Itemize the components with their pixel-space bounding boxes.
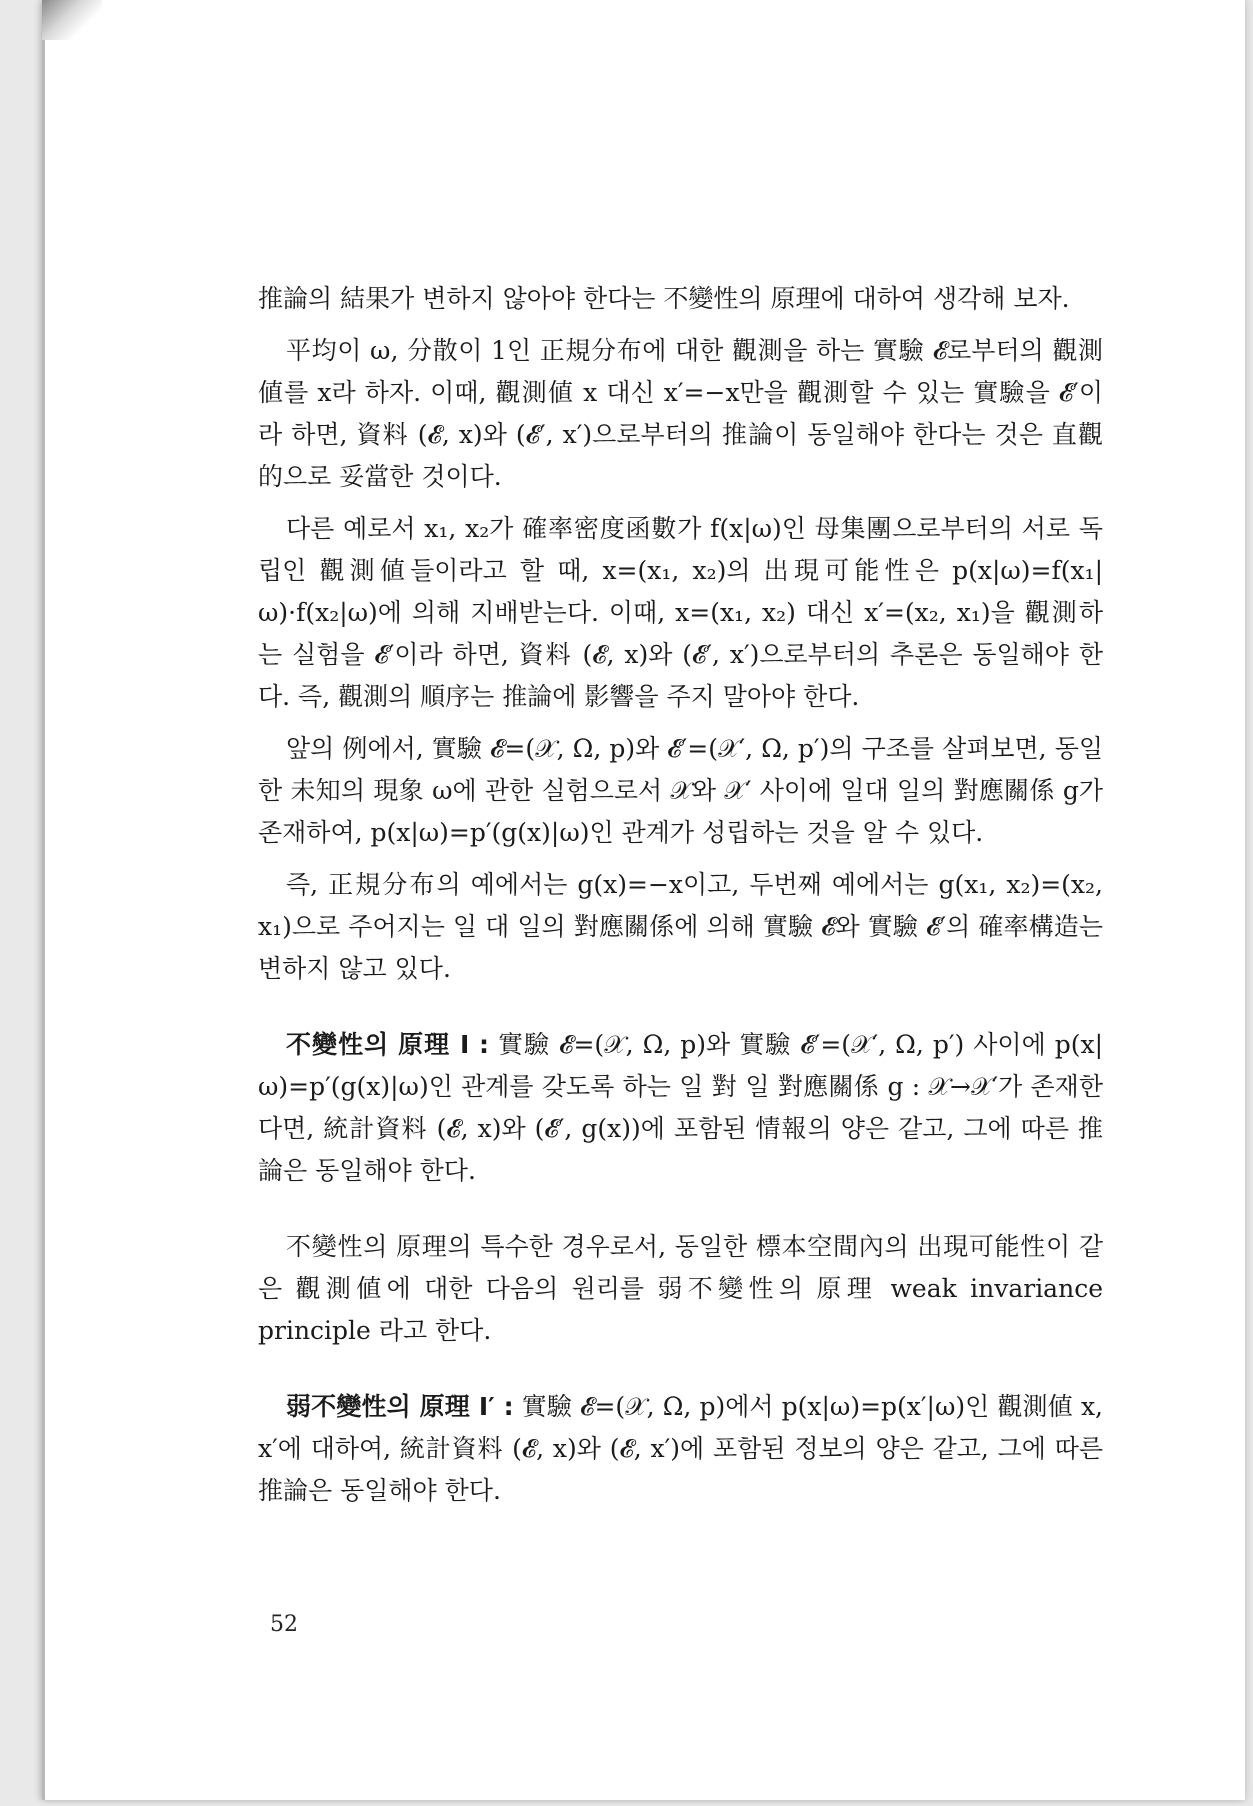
principle-2: [258, 1386, 1103, 1512]
principle-1-text: 實驗 𝓔=(𝒳, Ω, p)와 實驗 𝓔′=(𝒳′, Ω, p′) 사이에 p(x|ω)=p′(g(x)|ω)인 관계를 갖도록 하는 일 對 일 對應關係 g : 𝒳→𝒳′가 존재한다면, 統計資料 (𝓔, x)와 (𝓔′, g(x))에 포함된 情報의 양은 같고, 그에 따른 推論은 동일해야 한다.: [258, 1030, 1103, 1185]
principle-2-text: 實驗 𝓔=(𝒳, Ω, p)에서 p(x|ω)=p(x′|ω)인 觀測値 x, x′에 대하여, 統計資料 (𝓔, x)와 (𝓔, x′)에 포함된 정보의 양은 같고, 그에 따른 推論은 동일해야 한다.: [258, 1392, 1103, 1505]
paragraph-summary: 즉, 正規分布의 예에서는 g(x)=−x이고, 두번째 예에서는 g(x₁, x₂)=(x₂, x₁)으로 주어지는 일 대 일의 對應關係에 의해 實驗 𝓔와 實驗 𝓔′의 確率構造는 변하지 않고 있다.: [258, 870, 1103, 983]
principle-1-label: 不變性의 原理 I :: [286, 1030, 490, 1059]
paragraph-weak-intro: 不變性의 原理의 특수한 경우로서, 동일한 標本空間內의 出現可能性이 같은 觀測値에 대한 다음의 원리를 弱不變性의 原理 weak invariance principle 라고 한다.: [258, 1232, 1103, 1345]
paragraph-normal-example: 平均이 ω, 分散이 1인 正規分布에 대한 觀測을 하는 實驗 𝓔로부터의 觀測値를 x라 하자. 이때, 觀測値 x 대신 x′=−x만을 觀測할 수 있는 實驗을 𝓔′이라 하면, 資料 (𝓔, x)와 (𝓔′, x′)으로부터의 推論이 동일해야 한다는 것은 直觀的으로 妥當한 것이다.: [258, 336, 1103, 491]
paragraph-structure: 앞의 例에서, 實驗 𝓔=(𝒳, Ω, p)와 𝓔′=(𝒳′, Ω, p′)의 구조를 살펴보면, 동일한 未知의 現象 ω에 관한 실험으로서 𝒳와 𝒳′ 사이에 일대 일의 對應關係 g가 존재하여, p(x|ω)=p′(g(x)|ω)인 관계가 성립하는 것을 알 수 있다.: [258, 734, 1103, 847]
page-corner-shadow: [42, 0, 102, 40]
body-text: [258, 278, 1103, 1522]
principle-1: [258, 1024, 1103, 1192]
paragraph-order-example: 다른 예로서 x₁, x₂가 確率密度函數가 f(x|ω)인 母集團으로부터의 서로 독립인 觀測値들이라고 할 때, x=(x₁, x₂)의 出現可能性은 p(x|ω)=f(x₁|ω)·f(x₂|ω)에 의해 지배받는다. 이때, x=(x₁, x₂) 대신 x′=(x₂, x₁)을 觀測하는 실험을 𝓔′이라 하면, 資料 (𝓔, x)와 (𝓔′, x′)으로부터의 추론은 동일해야 한다. 즉, 觀測의 順序는 推論에 影響을 주지 말아야 한다.: [258, 514, 1103, 711]
page-number: 52: [270, 1612, 298, 1637]
paragraph-intro: 推論의 結果가 변하지 않아야 한다는 不變性의 原理에 대하여 생각해 보자.: [258, 284, 1070, 313]
principle-2-label: 弱不變性의 原理 I′ :: [286, 1392, 514, 1421]
